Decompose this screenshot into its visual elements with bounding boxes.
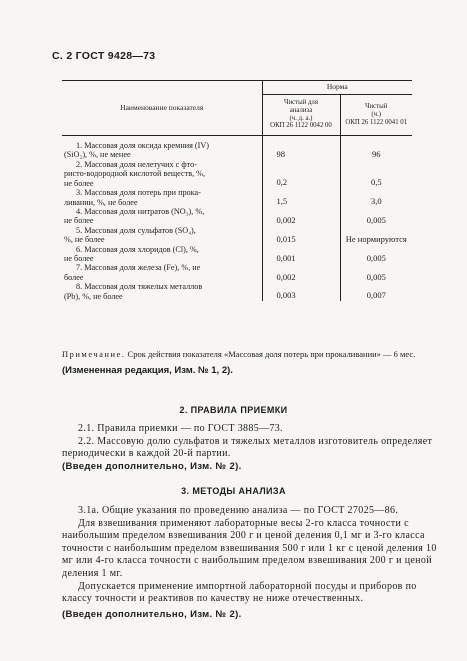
row-value-pure: Не нормируются — [345, 233, 407, 244]
table-row — [62, 245, 412, 264]
row-value-pure: 0,005 — [366, 271, 386, 282]
section-2-amendment: (Введен дополнительно, Изм. № 2). — [62, 460, 242, 472]
row-value-analytical: 0,002 — [262, 263, 340, 282]
table-row — [62, 282, 412, 301]
section-3-p2: Для взвешивания применяют лабораторные весы 2-го класса точности с наибольшим пределом взвешивания 200 г и ценой деления 0,1 мг и 3-го класса точности с наибольшим пределом взвешивания 500 г или 1 кг с ценой деления 10 мг или 4-го класса точности с наибольшим пределом взвешивания 200 г и ценой деления 1 мг. — [62, 517, 437, 579]
section-3-amendment: (Введен дополнительно, Изм. № 2). — [62, 608, 242, 620]
note-title: Примечание. — [62, 349, 126, 359]
row-value-analytical: 1,5 — [262, 188, 340, 207]
specification-table — [62, 80, 412, 301]
table-row — [62, 136, 412, 160]
row-value-pure: 0,007 — [366, 290, 386, 301]
row-name: 3. Массовая доля потерь при прока- ливании, %, не более — [62, 188, 262, 207]
row-value-analytical: 0,2 — [262, 160, 340, 188]
table-row — [62, 263, 412, 282]
col1-header: Чистый для анализа (ч. д. а.) ОКП 26 1122 0042 00 — [262, 95, 340, 136]
row-value-pure: 0,005 — [366, 215, 386, 226]
col-name-header: Наименование показателя — [62, 81, 262, 136]
row-value-analytical: 0,015 — [262, 226, 340, 245]
section-2-body — [62, 423, 437, 473]
note-amendment: (Измененная редакция, Изм. № 1, 2). — [62, 365, 233, 376]
row-name: 8. Массовая доля тяжелых металлов (Pb), %, не более — [62, 282, 262, 301]
row-value-pure: 3,0 — [370, 196, 382, 207]
row-name: 5. Массовая доля сульфатов (SO₄), %, не более — [62, 226, 262, 245]
row-value-analytical: 0,002 — [262, 207, 340, 226]
section-3-body — [62, 505, 437, 621]
table-row — [62, 160, 412, 188]
section-3-p3: Допускается применение импортной лабораторной посуды и приборов по классу точности и реактивов по качеству не ниже отечественных. — [62, 580, 417, 605]
note — [62, 348, 437, 377]
row-value-analytical: 98 — [262, 136, 340, 160]
row-name: 7. Массовая доля железа (Fe), %, не более — [62, 263, 262, 282]
col2-header: Чистый (ч.) ОКП 26 1122 0041 01 — [340, 95, 412, 136]
section-2-p1: 2.1. Правила приемки — по ГОСТ 3885—73. — [78, 423, 283, 434]
table-row — [62, 226, 412, 245]
row-value-analytical: 0,001 — [262, 245, 340, 264]
row-name: 1. Массовая доля оксида кремния (IV) (SiO₂), %, не менее — [62, 136, 262, 160]
row-value-pure: 0,005 — [366, 252, 386, 263]
row-name: 2. Массовая доля нелетучих с фто- ристо-водородной кислотой веществ, %, не более — [62, 160, 262, 188]
row-name: 4. Массовая доля нитратов (NO₃), %, не более — [62, 207, 262, 226]
page-header: С. 2 ГОСТ 9428—73 — [52, 50, 156, 62]
table-row — [62, 207, 412, 226]
table-row — [62, 188, 412, 207]
section-3-title: 3. МЕТОДЫ АНАЛИЗА — [181, 486, 286, 496]
row-value-pure: 96 — [372, 149, 381, 160]
note-text: Срок действия показателя «Массовая доля потерь при прокаливании» — 6 мес. — [127, 349, 416, 359]
section-2-title: 2. ПРАВИЛА ПРИЕМКИ — [179, 405, 288, 415]
section-2-p2: 2.2. Массовую долю сульфатов и тяжелых металлов изготовитель определяет периодически в каждой 20-й партии. — [62, 435, 433, 460]
section-3-p1: 3.1а. Общие указания по проведению анализа — по ГОСТ 27025—86. — [78, 505, 399, 516]
row-value-analytical: 0,003 — [262, 282, 340, 301]
col-norm-header: Норма — [262, 81, 412, 95]
row-name: 6. Массовая доля хлоридов (Cl), %, не более — [62, 245, 262, 264]
row-value-pure: 0,5 — [370, 177, 382, 188]
